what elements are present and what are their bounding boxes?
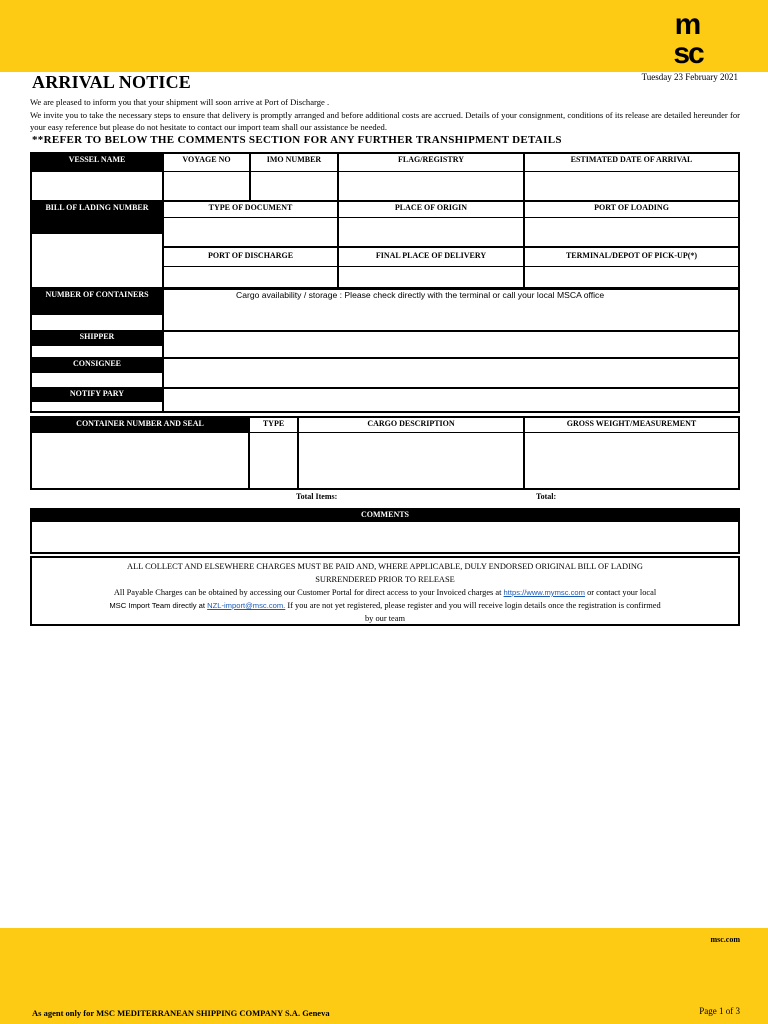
page-number: Page 1 of 3 <box>699 1006 740 1016</box>
container-number-header: CONTAINER NUMBER AND SEAL <box>31 417 249 432</box>
msc-logo-mark <box>656 6 720 68</box>
notice-line-4a: MSC Import Team directly at <box>109 601 206 610</box>
comments-header: COMMENTS <box>30 508 740 522</box>
consignee-value <box>31 372 163 388</box>
total-items-label: Total Items: <box>296 492 338 501</box>
row3-divider <box>163 266 739 267</box>
intro-line-2: We invite you to take the necessary steps to ensure that delivery is promptly arranged and before additional costs are accrued. Details of your consignment, conditions of its release are detailed hereunder for your easy reference but please do not hesitate to contact our import team shall our assistance be needed. <box>30 109 740 132</box>
consignee-detail-cell <box>163 358 739 388</box>
svg-text:m: m <box>674 8 702 41</box>
footer-agent-text: As agent only for MSC MEDITERRANEAN SHIPPING COMPANY S.A. Geneva <box>32 1008 330 1018</box>
notice-line-5: by our team <box>364 614 405 623</box>
flag-registry-header: FLAG/REGISTRY <box>398 155 464 164</box>
shipper-value <box>31 345 163 358</box>
voyage-no-header: VOYAGE NO <box>182 155 231 164</box>
place-of-origin-header: PLACE OF ORIGIN <box>394 203 468 212</box>
notice-date: Tuesday 23 February 2021 <box>641 72 738 82</box>
bill-of-lading-header: BILL OF LADING NUMBER <box>31 201 163 233</box>
notice-line-2: SURRENDERED PRIOR TO RELEASE <box>315 575 455 584</box>
row1-divider <box>163 171 739 172</box>
mymsc-link[interactable]: https://www.mymsc.com <box>503 588 585 597</box>
gross-weight-header: GROSS WEIGHT/MEASUREMENT <box>566 419 697 428</box>
intro-text <box>30 96 740 134</box>
number-of-containers-header: NUMBER OF CONTAINERS <box>31 288 163 314</box>
type-of-document-header: TYPE OF DOCUMENT <box>208 203 293 212</box>
eta-header: ESTIMATED DATE OF ARRIVAL <box>570 155 693 164</box>
shipper-header: SHIPPER <box>31 331 163 345</box>
footer-website: msc.com <box>710 935 740 944</box>
port-of-discharge-header: PORT OF DISCHARGE <box>207 251 294 260</box>
cargo-description-header: CARGO DESCRIPTION <box>367 419 455 428</box>
import-email-link[interactable]: NZL-import@msc.com. <box>207 601 286 610</box>
charges-notice <box>30 556 740 626</box>
vessel-name-value <box>31 171 163 201</box>
notice-line-3b: or contact your local <box>584 588 657 597</box>
shipper-detail-cell <box>163 331 739 358</box>
comments-box <box>30 522 740 554</box>
terminal-pickup-header: TERMINAL/DEPOT OF PICK-UP(*) <box>565 251 698 260</box>
page-title: ARRIVAL NOTICE <box>32 72 192 92</box>
containers-header-divider <box>249 432 739 433</box>
notice-line-1: ALL COLLECT AND ELSEWHERE CHARGES MUST BE PAID AND, WHERE APPLICABLE, DULY ENDORSED ORIGINAL BILL OF LADING <box>127 562 643 571</box>
container-number-value <box>31 432 249 489</box>
type-header: TYPE <box>262 419 285 428</box>
vessel-name-header: VESSEL NAME <box>31 153 163 171</box>
notify-party-value <box>31 401 163 412</box>
notice-line-4b: If you are not yet registered, please register and you will receive login details once the registration is confirmed <box>287 601 661 610</box>
refer-heading: **REFER TO BELOW THE COMMENTS SECTION FOR ANY FURTHER TRANSHIPMENT DETAILS <box>32 134 562 146</box>
header-band <box>0 0 768 72</box>
consignee-header: CONSIGNEE <box>31 358 163 372</box>
notice-line-4 <box>32 599 738 612</box>
imo-number-header: IMO NUMBER <box>266 155 322 164</box>
msc-logo <box>656 6 720 68</box>
notify-party-detail-cell <box>163 388 739 412</box>
total-label: Total: <box>536 492 557 501</box>
notify-party-header: NOTIFY PARY <box>31 388 163 401</box>
intro-line-1: We are pleased to inform you that your shipment will soon arrive at Port of Discharge . <box>30 97 330 107</box>
port-of-loading-header: PORT OF LOADING <box>594 203 669 212</box>
bill-of-lading-value <box>31 233 163 289</box>
number-of-containers-value <box>31 314 163 331</box>
notice-line-3a: All Payable Charges can be obtained by accessing our Customer Portal for direct access to your Invoiced charges at <box>113 588 502 597</box>
row2-divider <box>163 217 739 218</box>
final-delivery-header: FINAL PLACE OF DELIVERY <box>375 251 487 260</box>
notice-line-3 <box>32 586 738 599</box>
svg-text:sc: sc <box>673 37 703 68</box>
cargo-availability-note: Cargo availability / storage : Please check directly with the terminal or call your local MSCA office <box>236 290 605 300</box>
